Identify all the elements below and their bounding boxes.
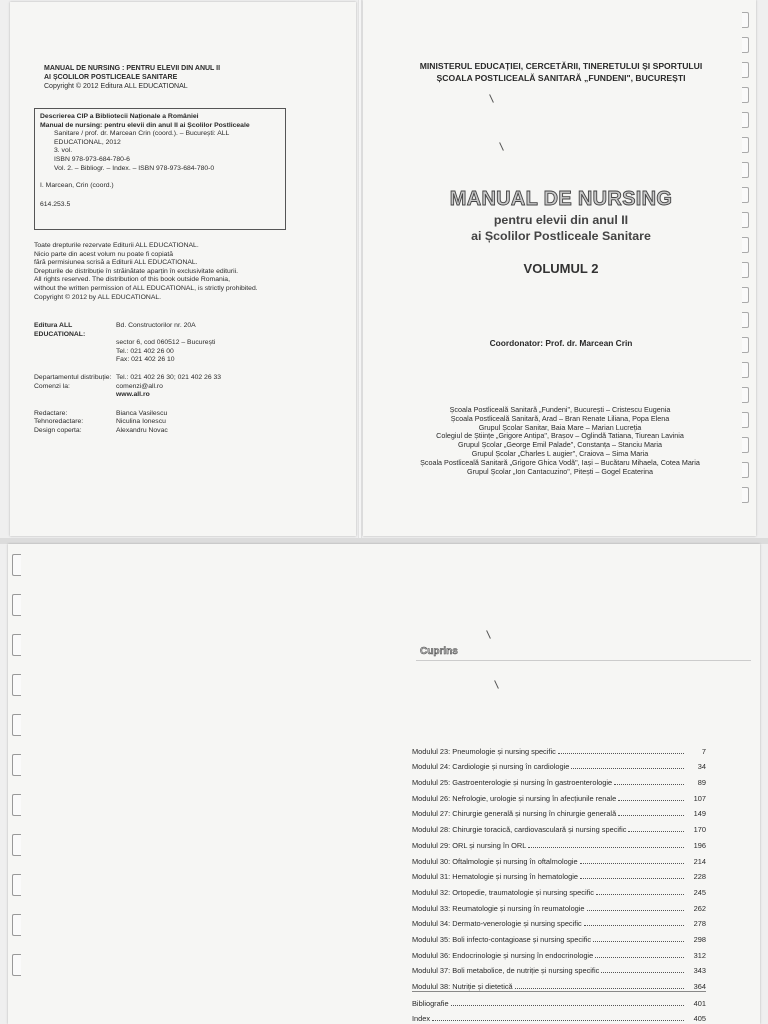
toc-leader [596,894,684,895]
toc-title: Index [412,1014,431,1024]
pen-mark [499,142,504,151]
toc-leader [618,800,684,801]
ministry-name: MINISTERUL EDUCAȚIEI, CERCETĂRII, TINERETULUI ȘI SPORTULUI [419,61,703,71]
toc-title: Modulul 27: Chirurgie generală și nursing în chirurgie generală [412,809,617,819]
author-line: Grupul Școlar „George Emil Palade", Constanța – Stanciu Maria [458,440,662,450]
toc-leader [571,768,684,769]
index-tab [742,437,749,453]
index-tab [742,12,749,28]
index-tab [12,554,21,576]
title-page [363,0,756,536]
publisher-label: Editura ALL EDUCATIONAL: [34,322,86,338]
index-tab [742,187,749,203]
author-line: Școala Postliceală Sanitară, Arad – Bran Renate Liliana, Popa Elena [450,413,670,423]
toc-page: 214 [693,856,706,866]
author-line: Grupul Școlar Sanitar, Baia Mare – Marian Lucreția [478,422,642,432]
volume-label: VOLUMUL 2 [523,261,599,276]
cip-line: Manual de nursing: pentru elevii din anul II ai Școlilor Postliceale [40,121,250,129]
toc-entry[interactable] [412,944,706,960]
cip-line: 3. vol. [54,147,73,155]
rights-line: Toate drepturile rezervate Editurii ALL EDUCATIONAL. [34,242,199,249]
subtitle-line-2: ai Școlilor Postliceale Sanitare [471,229,651,243]
toc-entry[interactable] [412,803,706,819]
rights-line: All rights reserved. The distribution of this book outside Romania, [34,276,230,284]
toc-page: 278 [693,919,706,929]
toc-entry[interactable] [412,834,706,850]
orders-label: Comenzi la: [34,382,70,390]
toc-leader [587,910,684,911]
imprint-title-line-1: MANUAL DE NURSING : PENTRU ELEVII DIN ANUL II [44,65,221,72]
index-tab [12,834,21,856]
author-line: Colegiul de Științe „Grigore Antipa", Brașov – Oglindă Tatiana, Tiurean Lavinia [436,431,684,441]
index-tab [12,954,21,976]
book-title: MANUAL DE NURSING [449,188,673,210]
toc-leader [614,784,684,785]
cip-line: Sanitare / prof. dr. Marcean Crin (coord.). – București: ALL [54,130,230,138]
rights-line: Nicio parte din acest volum nu poate fi copiată [34,250,174,258]
subtitle-line-1: pentru elevii din anul II [493,213,629,227]
toc-entry[interactable] [412,756,706,772]
toc-leader [432,1020,684,1021]
credit-name: Niculina Ionescu [116,418,166,426]
cip-line: 614.253.5 [40,200,71,208]
cip-box [34,108,286,230]
toc-title: Modulul 26: Nefrologie, urologie și nursing în afecțiunile renale [412,793,617,803]
toc-page: 298 [693,934,706,944]
book-subtitle [383,212,739,244]
book-spine [358,0,362,538]
toc-page: 228 [693,872,706,882]
toc-page: 401 [693,998,706,1008]
website-link[interactable]: www.all.ro [116,391,150,399]
toc-leader [584,925,684,926]
pen-mark [486,630,491,639]
rights-line: without the written permission of ALL EDUCATIONAL, is strictly prohibited. [34,284,258,292]
index-tab [742,262,749,278]
credit-name: Bianca Vasilescu [116,409,168,417]
index-tab [742,137,749,153]
index-tab [742,287,749,303]
toc-leader [580,863,684,864]
imprint-title-line-2: AI ȘCOLILOR POSTLICEALE SANITARE [44,74,178,81]
page-index-tabs [12,554,26,994]
index-tab [12,794,21,816]
page-index-tabs [742,12,752,512]
toc-title: Modulul 35: Boli infecto-contagioase și nursing specific [412,934,592,944]
toc-title: Modulul 38: Nutriție și dietetică [412,982,513,991]
publisher-line: Fax: 021 402 26 10 [116,356,175,364]
rights-block [34,242,258,302]
index-tab [742,37,749,53]
contents-list [412,740,706,1023]
toc-page: 405 [693,1014,706,1024]
rights-line: Drepturile de distribuție în străinătate aparțin în exclusivitate editurii. [34,267,239,275]
toc-title: Modulul 34: Dermato-venerologie și nursing specific [412,919,582,929]
index-tab [742,462,749,478]
publisher-line: Bd. Constructorilor nr. 20A [116,322,196,329]
rights-line: fără permisiunea scrisă a Editurii ALL EDUCATIONAL. [34,259,198,267]
toc-entry[interactable] [412,866,706,882]
credit-role: Redactare: [34,409,68,417]
credit-role: Tehnoredactare: [34,418,84,426]
toc-title: Modulul 31: Hematologie și nursing în hematologie [412,872,578,882]
author-line: Grupul Școlar „Charles L augier", Craiova – Sima Maria [471,448,649,458]
publisher-line: Tel.: 021 402 26 00 [116,347,174,355]
toc-entry[interactable] [412,928,706,944]
toc-title: Modulul 25: Gastroenterologie și nursing în gastroenterologie [412,778,613,788]
toc-page: 196 [693,840,706,850]
pen-mark [494,680,499,689]
heading-rule [416,660,751,661]
credit-role: Design coperta: [34,426,82,434]
toc-page: 262 [693,903,706,913]
cip-line: Descrierea CIP a Bibliotecii Naționale a României [40,113,199,120]
cip-line: EDUCATIONAL, 2012 [54,138,121,146]
toc-page: 7 [701,746,706,756]
toc-title: Modulul 23: Pneumologie și nursing specific [412,746,556,756]
publisher-block [34,322,334,436]
contents-heading: Cuprins [420,646,458,657]
toc-title: Modulul 36: Endocrinologie și nursing în endocrinologie [412,950,594,960]
index-tab [742,337,749,353]
toc-leader [601,972,684,973]
index-tab [12,874,21,896]
index-tab [742,387,749,403]
coordinator: Coordonator: Prof. dr. Marcean Crin [489,338,633,348]
index-tab [742,312,749,328]
toc-entry[interactable] [412,881,706,897]
school-name: ȘCOALA POSTLICEALĂ SANITARĂ „FUNDENI", BUCUREȘTI [436,73,686,83]
author-line: Grupul Școlar „Ion Cantacuzino", Pitești – Gogel Ecaterina [467,466,653,476]
toc-title: Modulul 32: Ortopedie, traumatologie și nursing specific [412,887,594,897]
toc-leader [593,941,684,942]
toc-entry[interactable] [412,740,706,756]
toc-page: 364 [693,982,706,991]
contents-page [8,544,760,1024]
cip-line: ISBN 978-973-684-780-6 [54,155,130,163]
index-tab [12,674,21,696]
authors-list [377,406,743,476]
cip-line: Vol. 2. – Bibliogr. – Index. – ISBN 978-973-684-780-0 [54,164,215,172]
toc-title: Modulul 28: Chirurgie toracică, cardiovasculară și nursing specific [412,825,627,835]
index-tab [742,162,749,178]
toc-entry[interactable] [412,1008,706,1024]
toc-entry[interactable] [412,850,706,866]
toc-page: 89 [697,778,706,788]
toc-title: Modulul 29: ORL și nursing în ORL [412,840,527,850]
toc-leader [515,988,684,989]
toc-title: Modulul 33: Reumatologie și nursing în reumatologie [412,903,585,913]
credit-name: Alexandru Novac [116,426,168,434]
index-tab [742,487,749,503]
imprint-page [10,2,356,536]
index-tab [742,362,749,378]
distribution-label: Departamentul distribuție: [34,373,112,381]
toc-title: Modulul 30: Oftalmologie și nursing în oftalmologie [412,856,578,866]
toc-leader [451,1005,684,1006]
imprint-copyright: Copyright © 2012 Editura ALL EDUCATIONAL [44,83,188,90]
toc-page: 245 [693,887,706,897]
rights-line: Copyright © 2012 by ALL EDUCATIONAL. [34,293,162,301]
index-tab [12,754,21,776]
toc-title: Modulul 37: Boli metabolice, de nutriție și nursing specific [412,966,600,976]
toc-entry[interactable] [412,992,706,1008]
index-tab [12,714,21,736]
author-line: Școala Postliceală Sanitară „Fundeni", București – Cristescu Eugenia [449,405,671,414]
index-tab [12,914,21,936]
toc-page: 343 [693,966,706,976]
toc-entry[interactable] [412,787,706,803]
toc-entry[interactable] [412,818,706,834]
toc-leader [580,878,684,879]
cip-line: I. Marcean, Crin (coord.) [40,182,114,190]
orders-email[interactable]: comenzi@all.ro [116,382,163,390]
toc-page: 149 [693,809,706,819]
index-tab [12,634,21,656]
index-tab [742,112,749,128]
toc-leader [618,815,684,816]
toc-leader [628,831,684,832]
toc-entry[interactable] [412,913,706,929]
toc-entry[interactable] [412,897,706,913]
index-tab [742,87,749,103]
distribution-value: Tel.: 021 402 26 30; 021 402 26 33 [116,373,222,381]
index-tab [12,594,21,616]
toc-leader [528,847,684,848]
pen-mark [489,94,494,103]
toc-entry[interactable] [412,960,706,976]
toc-page: 170 [693,825,706,835]
index-tab [742,237,749,253]
toc-title: Bibliografie [412,998,449,1008]
publisher-line: sector 6, cod 060512 – București [116,339,216,347]
index-tab [742,62,749,78]
toc-page: 107 [693,793,706,803]
toc-leader [595,957,684,958]
toc-entry[interactable] [412,975,706,991]
index-tab [742,212,749,228]
toc-page: 312 [693,950,706,960]
toc-title: Modulul 24: Cardiologie și nursing în cardiologie [412,762,570,772]
ministry-header [383,60,739,84]
toc-entry[interactable] [412,771,706,787]
index-tab [742,412,749,428]
toc-leader [558,753,684,754]
toc-page: 34 [697,762,706,772]
author-line: Școala Postliceală Sanitară „Grigore Ghica Vodă", Iași – Bucătaru Mihaela, Cotea Maria [420,457,700,467]
